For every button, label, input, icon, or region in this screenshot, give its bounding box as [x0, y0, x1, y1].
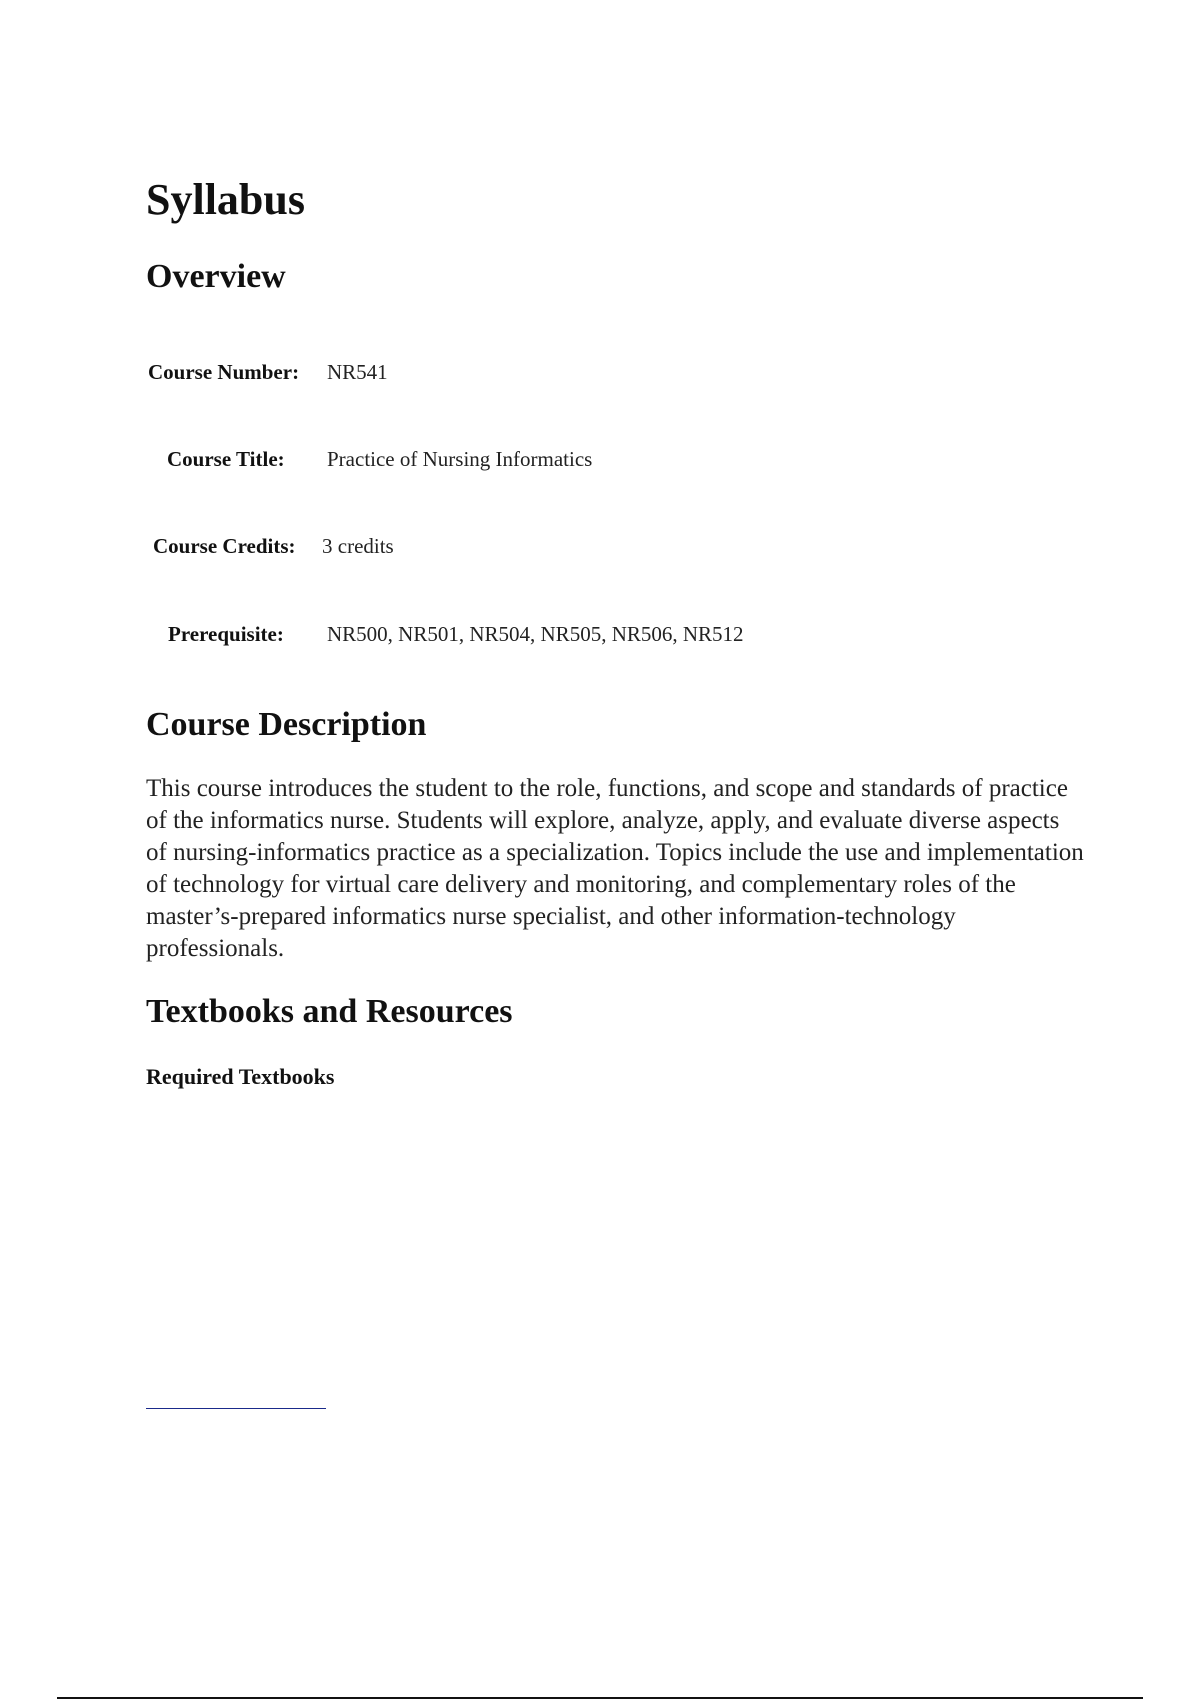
course-description-heading: Course Description [146, 706, 427, 743]
course-number-value: NR541 [327, 360, 388, 384]
prerequisite-label: Prerequisite: [168, 622, 284, 646]
prerequisite-value: NR500, NR501, NR504, NR505, NR506, NR512 [327, 622, 744, 646]
page-title: Syllabus [146, 175, 305, 224]
page-bottom-divider [57, 1697, 1143, 1699]
required-textbooks-subheading: Required Textbooks [146, 1064, 335, 1089]
course-description-text: This course introduces the student to the role, functions, and scope and standards of practice of the informatics nurse. Students will explore, analyze, apply, and evaluate diverse aspects of nursing-informatics practice as a specialization. Topics include the use and implementation of technology for virtual care delivery and monitoring, and complementary roles of the master’s-prepared informatics nurse specialist, and other information-technology professionals. [146, 775, 1084, 962]
overview-heading: Overview [146, 258, 286, 295]
course-title-value: Practice of Nursing Informatics [327, 447, 593, 471]
textbooks-heading: Textbooks and Resources [146, 993, 513, 1030]
course-title-label: Course Title: [167, 447, 285, 471]
footnote-separator [146, 1408, 326, 1409]
course-credits-value: 3 credits [322, 534, 394, 558]
course-number-label: Course Number: [148, 360, 300, 384]
course-credits-label: Course Credits: [153, 534, 296, 558]
